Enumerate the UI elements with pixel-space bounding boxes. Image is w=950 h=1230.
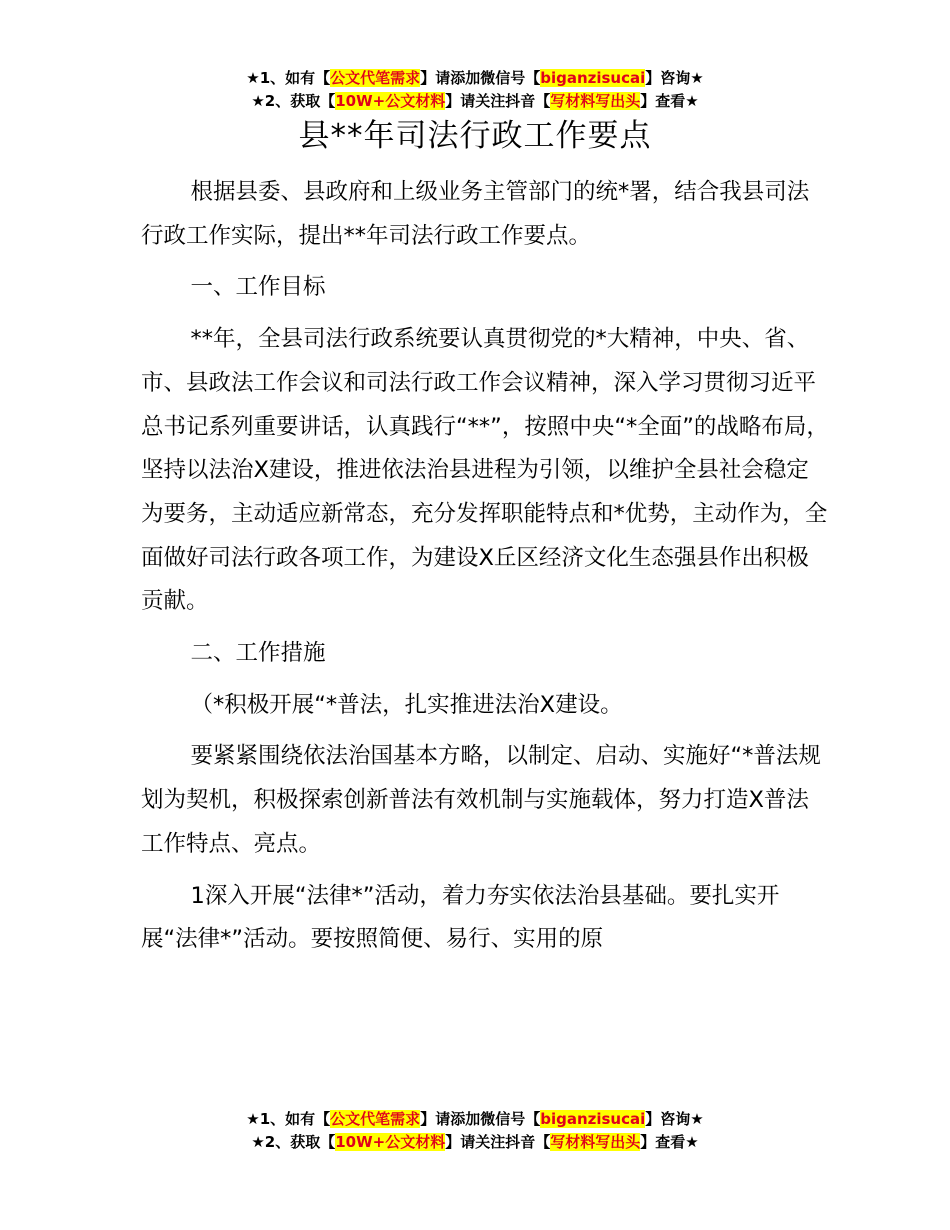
banner-text: ★1、如有【 bbox=[246, 1110, 331, 1128]
banner-text: 】查看★ bbox=[640, 92, 699, 110]
paragraph-intro: 根据县委、县政府和上级业务主管部门的统*署，结合我县司法行政工作实际，提出**年司法行政工作要点。 bbox=[141, 179, 810, 249]
banner-text: 】请添加微信号【 bbox=[420, 69, 541, 87]
banner-highlight-douyin: 写材料写出头 bbox=[550, 1133, 641, 1151]
banner-line-2 bbox=[0, 1131, 950, 1154]
document-title: 县**年司法行政工作要点 bbox=[298, 118, 652, 154]
banner-highlight-douyin: 写材料写出头 bbox=[550, 92, 641, 110]
banner-line-2 bbox=[0, 90, 950, 113]
banner-text: 】请添加微信号【 bbox=[420, 1110, 541, 1128]
banner-text: ★2、获取【 bbox=[251, 92, 336, 110]
paragraph-legal-education: 要紧紧围绕依法治国基本方略，以制定、启动、实施好“*普法规划为契机，积极探索创新普法有效机制与实施载体，努力打造X普法工作特点、亮点。 bbox=[141, 743, 821, 857]
banner-line-1 bbox=[0, 67, 950, 90]
paragraph-goals: **年，全县司法行政系统要认真贯彻党的*大精神，中央、省、市、县政法工作会议和司法行政工作会议精神，深入学习贯彻习近平总书记系列重要讲话，认真践行“**”，按照中央“*全面”的战略布局，坚持以法治X建设，推进依法治县进程为引领，以维护全县社会稳定为要务，主动适应新常态，充分发挥职能特点和*优势，主动作为，全面做好司法行政各项工作，为建设X丘区经济文化生态强县作出积极贡献。 bbox=[141, 326, 829, 615]
banner-highlight-wechat: biganzisucai bbox=[540, 69, 646, 87]
banner-highlight: 公文代笔需求 bbox=[330, 69, 421, 87]
banner-text: 】查看★ bbox=[640, 1133, 699, 1151]
banner-text: ★1、如有【 bbox=[246, 69, 331, 87]
paragraph-law-activity: 1深入开展“法律*”活动，着力夯实依法治县基础。要扎实开展“法律*”活动。要按照简便、易行、实用的原 bbox=[141, 882, 780, 953]
footer-banner bbox=[0, 1108, 950, 1154]
header-banner bbox=[0, 67, 950, 113]
banner-highlight-wechat: biganzisucai bbox=[540, 1110, 646, 1128]
section-heading-measures: 二、工作措施 bbox=[190, 640, 326, 667]
subheading-legal-education: （*积极开展“*普法，扎实推进法治X建设。 bbox=[190, 691, 623, 718]
banner-highlight: 公文代笔需求 bbox=[330, 1110, 421, 1128]
banner-line-1 bbox=[0, 1108, 950, 1131]
banner-highlight: 10W+公文材料 bbox=[335, 1133, 446, 1151]
section-heading-goals: 一、工作目标 bbox=[190, 274, 326, 301]
banner-highlight: 10W+公文材料 bbox=[335, 92, 446, 110]
banner-text: 】咨询★ bbox=[645, 69, 704, 87]
document-body bbox=[141, 171, 831, 970]
banner-text: ★2、获取【 bbox=[251, 1133, 336, 1151]
banner-text: 】咨询★ bbox=[645, 1110, 704, 1128]
banner-text: 】请关注抖音【 bbox=[445, 92, 551, 110]
banner-text: 】请关注抖音【 bbox=[445, 1133, 551, 1151]
